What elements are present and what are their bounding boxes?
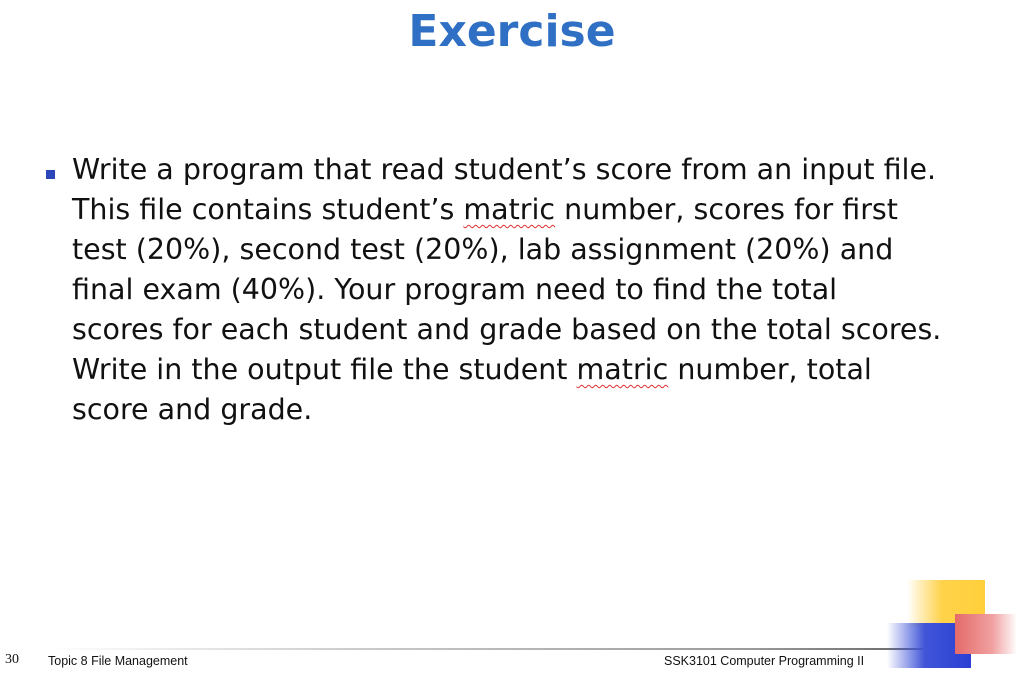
square-bullet-icon: [46, 170, 55, 179]
text-line-4: final exam (40%). Your program need to find the total: [72, 273, 838, 306]
text-line-7: score and grade.: [72, 393, 313, 426]
text-line-5: scores for each student and grade based on the total scores.: [72, 313, 942, 346]
text-line-1: Write a program that read student’s score from an input file.: [72, 153, 937, 186]
spellcheck-word: matric: [576, 353, 669, 386]
text-line-6: Write in the output file the student matric number, total: [72, 353, 872, 386]
slide-title: Exercise: [408, 6, 616, 57]
decorative-red-square: [955, 614, 1017, 654]
slide-number: 30: [5, 652, 19, 667]
text-line-3: test (20%), second test (20%), lab assignment (20%) and: [72, 233, 894, 266]
bullet-text: [72, 150, 982, 430]
spellcheck-word: matric: [463, 193, 556, 226]
footer-course: SSK3101 Computer Programming II: [664, 654, 865, 668]
footer-topic: Topic 8 File Management: [48, 654, 188, 668]
text-line-2: This file contains student’s matric number, scores for first: [72, 193, 898, 226]
footer-divider: [48, 648, 984, 650]
